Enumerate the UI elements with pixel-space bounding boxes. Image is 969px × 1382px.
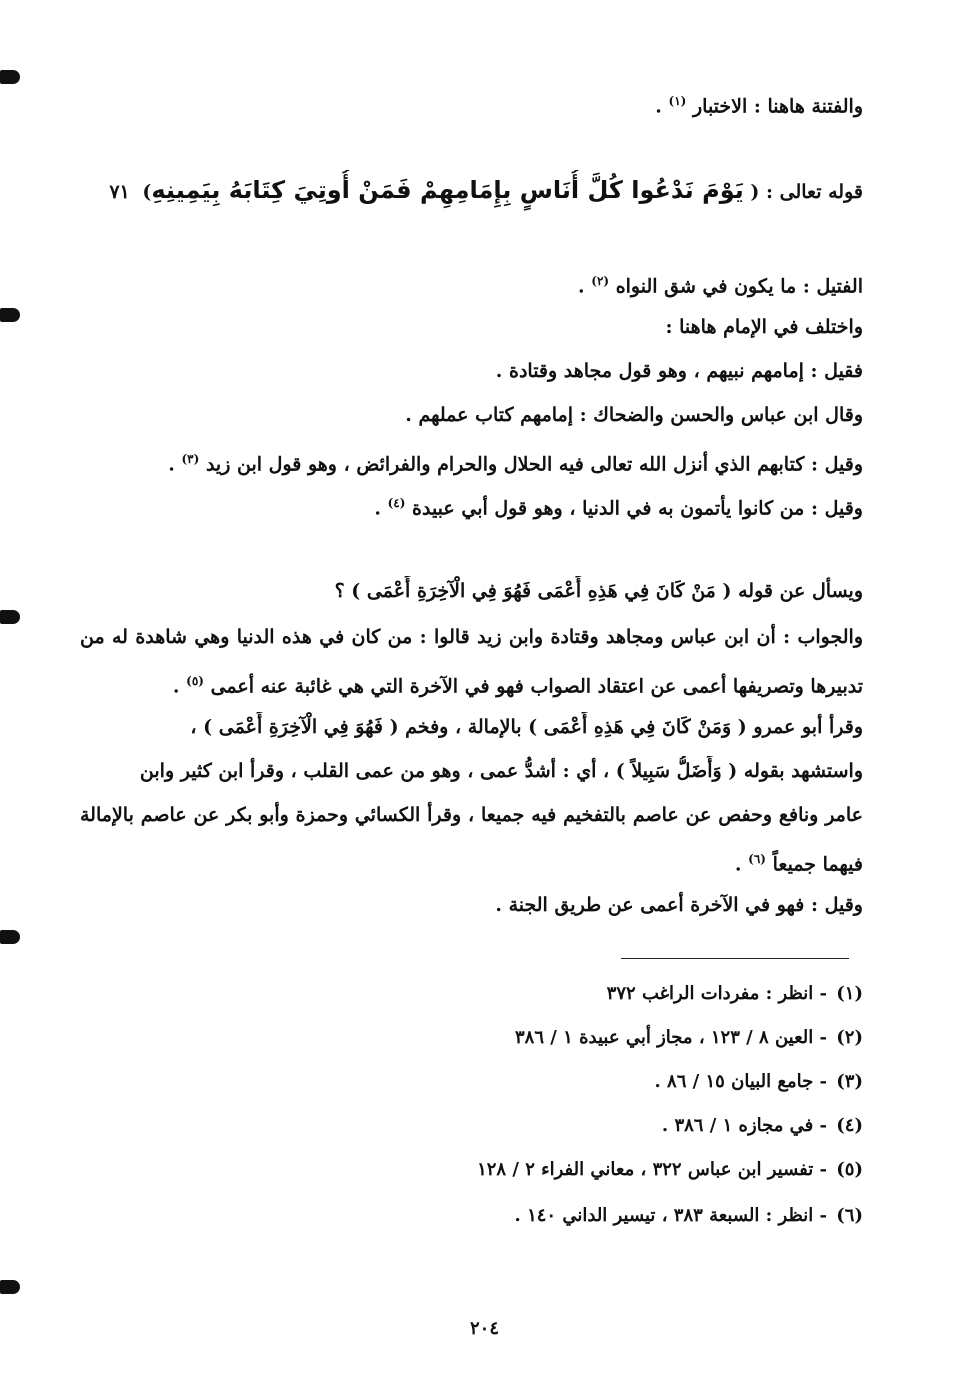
footnote-separator: [621, 958, 849, 959]
readings-line: عامر ونافع وحفص عن عاصم بالتفخيم فيه جميعا ، وقرأ الكسائي وحمزة وأبو بكر عن عاصم بالإمالة: [80, 804, 863, 826]
question-line: ويسأل عن قوله ( مَنْ كَانَ فِي هَذِهِ أَعْمَى فَهُوَ فِي الْآخِرَةِ أَعْمَى ) ؟: [334, 580, 863, 602]
footnote: (٢)- العين ٨ / ١٢٣ ، مجاز أبي عبيدة ١ / ٣٨٦: [515, 1027, 863, 1048]
footnote: (٥)- تفسير ابن عباس ٣٢٢ ، معاني الفراء ٢ / ١٢٨: [477, 1159, 863, 1180]
footnote: (١)- انظر : مفردات الراغب ٣٧٢: [606, 983, 863, 1004]
paragraph-line: وقيل : كتابهم الذي أنزل الله تعالى فيه الحلال والحرام والفرائض ، وهو قول ابن زيد $^{(٣)}$ .: [168, 452, 863, 476]
footnote-ref: (٢): [591, 274, 610, 288]
footnote: (٤)- في مجازه ١ / ٣٨٦ .: [661, 1115, 863, 1136]
footnote-ref: (٥): [186, 674, 204, 688]
paragraph-line: واختلف في الإمام هاهنا :: [665, 316, 863, 338]
quran-quote: مَنْ كَانَ فِي هَذِهِ أَعْمَى فَهُوَ فِي الْآخِرَةِ أَعْمَى: [366, 580, 716, 602]
readings-line: واستشهد بقوله ( وَأَضَلُّ سَبِيلاً ) ، أي : أشدُّ عمى ، وهو من عمى القلب ، وقرأ ابن كثير وابن: [139, 760, 863, 782]
paragraph-line: وقال ابن عباس والحسن والضحاك : إمامهم كتاب عملهم .: [405, 404, 863, 426]
quran-quote: فَهُوَ فِي الْآخِرَةِ أَعْمَى: [218, 716, 383, 738]
verse-number: ٧١: [109, 181, 130, 203]
paragraph-fitna: والفتنة هاهنا : الاختبار $^{(١)}$ .: [655, 94, 863, 118]
quran-quote: وَأَضَلُّ سَبِيلاً: [631, 760, 722, 782]
paragraph-fatil: الفتيل : ما يكون في شق النواه $^{(٢)}$ .: [578, 274, 863, 298]
readings-line: وقرأ أبو عمرو ( وَمَنْ كَانَ فِي هَذِهِ أَعْمَى ) بالإمالة ، وفخم ( فَهُوَ فِي الْآخِرَةِ أَعْمَى ) ،: [190, 716, 863, 738]
scan-edge-mark: [0, 610, 20, 624]
readings-line: فيهما جميعاً $^{(٦)}$ .: [734, 852, 863, 876]
paragraph-line: فقيل : إمامهم نبيهم ، وهو قول مجاهد وقتادة .: [495, 360, 863, 382]
footnote-ref: (١): [668, 94, 687, 108]
footnote-ref: (٣): [181, 452, 200, 466]
answer-line: تدبيرها وتصريفها أعمى عن اعتقاد الصواب فهو في الآخرة التي هي غائبة عنه أعمى $^{(٥)}$ .: [172, 674, 863, 698]
paragraph-line: وقيل : فهو في الآخرة أعمى عن طريق الجنة .: [495, 894, 863, 916]
footnote: (٦)- انظر : السبعة ٣٨٣ ، تيسير الداني ١٤٠ .: [514, 1205, 863, 1226]
scan-edge-mark: [0, 1280, 20, 1294]
page-number: ٢٠٤: [469, 1318, 499, 1339]
answer-line: والجواب : أن ابن عباس ومجاهد وقتادة وابن زيد قالوا : من كان في هذه الدنيا وهي شاهدة له من: [80, 626, 863, 648]
quran-verse: يَوْمَ نَدْعُوا كُلَّ أُنَاسٍ بِإِمَامِهِمْ فَمَنْ أُوتِيَ كِتَابَهُ بِيَمِينِهِ: [151, 176, 744, 204]
scan-edge-mark: [0, 930, 20, 944]
footnote-ref: (٤): [387, 496, 406, 510]
paragraph-line: وقيل : من كانوا يأتمون به في الدنيا ، وهو قول أبي عبيدة $^{(٤)}$ .: [374, 496, 863, 520]
quran-quote: وَمَنْ كَانَ فِي هَذِهِ أَعْمَى: [543, 716, 732, 738]
footnote: (٣)- جامع البيان ١٥ / ٨٦ .: [654, 1071, 863, 1092]
scan-edge-mark: [0, 70, 20, 84]
scan-edge-mark: [0, 308, 20, 322]
verse-heading: قوله تعالى : ( يَوْمَ نَدْعُوا كُلَّ أُنَاسٍ بِإِمَامِهِمْ فَمَنْ أُوتِيَ كِتَابَهُ بِيَمِينِهِ) ٧١: [109, 176, 863, 204]
footnote-ref: (٦): [748, 852, 766, 866]
